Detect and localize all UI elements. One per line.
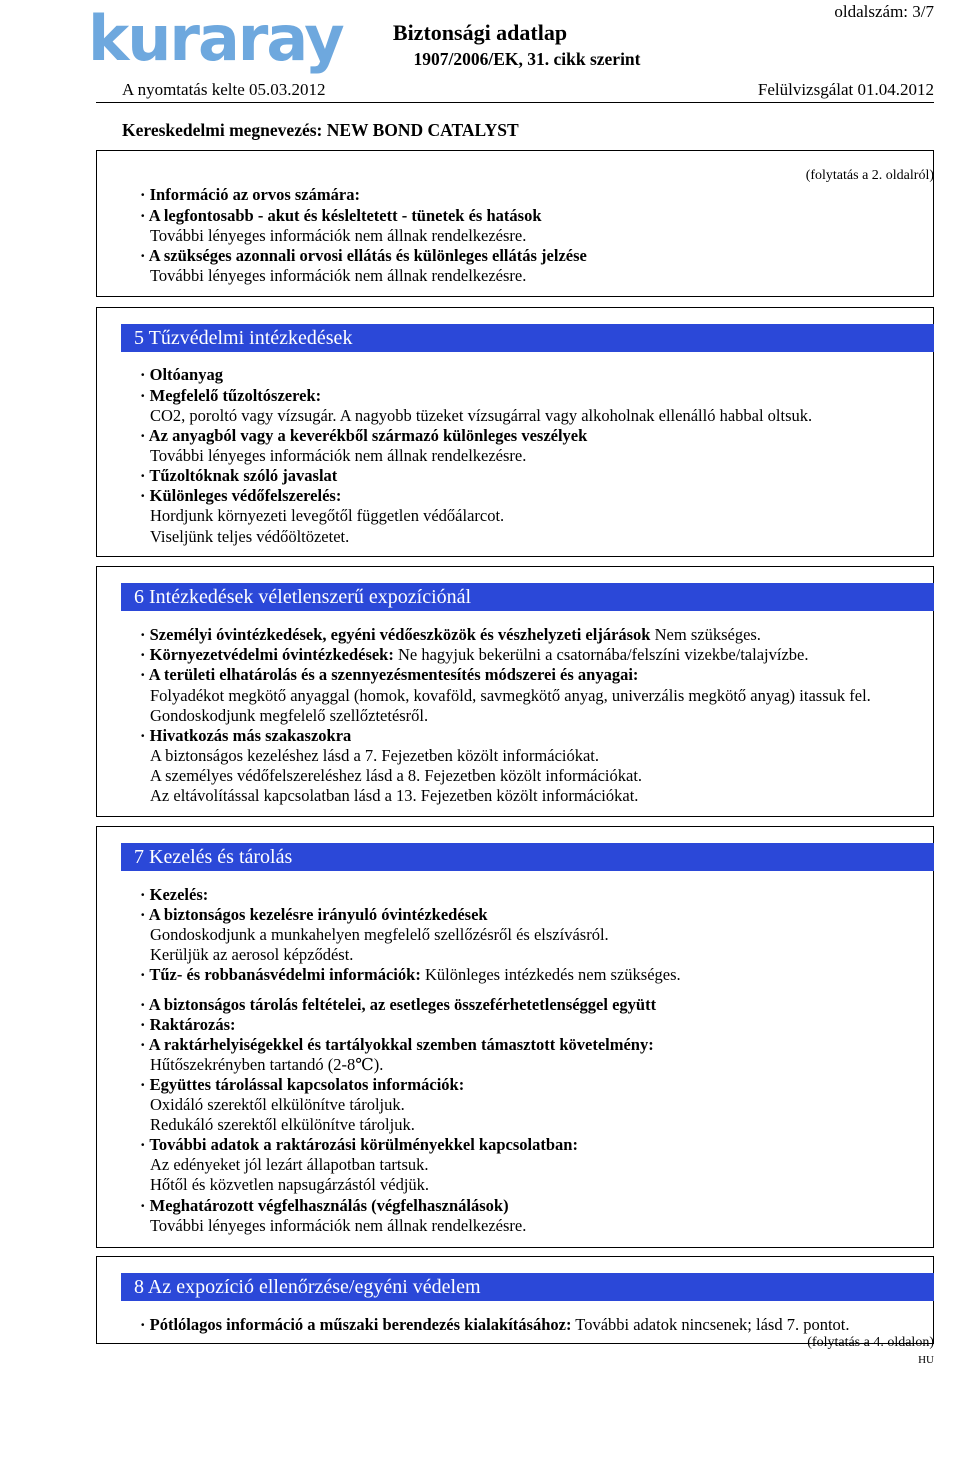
containment-heading: · A területi elhatárolás és a szennyezésmentesítés módszerei és anyagai: [140, 665, 639, 684]
joint-storage-heading: · Együttes tárolással kapcsolatos információk: [140, 1075, 465, 1094]
fire-explosion-info [140, 965, 681, 985]
language-code: HU [918, 1354, 934, 1366]
storage-conditions-heading: · További adatok a raktározási körülményekkel kapcsolatban: [140, 1135, 578, 1154]
page-number: oldalszám: 3/7 [834, 2, 934, 21]
extinguishing-media: · Oltóanyag [140, 365, 223, 384]
print-date: A nyomtatás kelte 05.03.2012 [122, 80, 326, 99]
handling-heading: · Kezelés: [140, 885, 209, 904]
revision-date: Felülvizsgálat 01.04.2012 [757, 80, 934, 99]
joint-storage-text-2: Redukáló szerektől elkülönítve tároljuk. [150, 1115, 415, 1134]
medical-attention-heading: · A szükséges azonnali orvosi ellátás és különleges ellátás jelzése [140, 246, 587, 265]
section-8-title: 8 Az expozíció ellenőrzése/egyéni védelem [121, 1273, 934, 1301]
section-7-title: 7 Kezelés és tárolás [121, 843, 934, 871]
safe-storage-heading: · A biztonságos tárolás feltételei, az esetleges összeférhetetlenséggel együtt [140, 995, 657, 1014]
section-6-title: 6 Intézkedések véletlenszerű expozíciónál [121, 583, 934, 611]
storage-conditions-text-1: Az edényeket jól lezárt állapotban tartsuk. [150, 1155, 429, 1174]
references-heading: · Hivatkozás más szakaszokra [140, 726, 352, 745]
regulation-subtitle: 1907/2006/EK, 31. cikk szerint [413, 49, 641, 69]
firefighter-advice: · Tűzoltóknak szóló javaslat [140, 466, 338, 485]
kuraray-logo: kuraray [88, 2, 343, 75]
protective-equipment-text-1: Hordjunk környezeti levegőtől független védőálarcot. [150, 506, 505, 525]
engineering-info-value: További adatok nincsenek; lásd 7. pontot. [571, 1315, 850, 1334]
extinguishers-text: CO2, poroltó vagy vízsugár. A nagyobb tüzeket vízsugárral vagy alkoholnak ellenálló habbal oltsuk. [150, 406, 813, 425]
environmental-precautions-value: Ne hagyjuk bekerülni a csatornába/felszíni vizekbe/talajvízbe. [393, 645, 809, 664]
storage-conditions-text-2: Hőtől és közvetlen napsugárzástól védjük. [150, 1175, 430, 1194]
personal-precautions [140, 625, 761, 645]
fire-explosion-value: Különleges intézkedés nem szükséges. [420, 965, 681, 984]
safe-handling-text-1: Gondoskodjunk a munkahelyen megfelelő szellőzésről és elszívásról. [150, 925, 609, 944]
continued-from: (folytatás a 2. oldalról) [805, 168, 934, 183]
medical-attention-text: További lényeges információk nem állnak rendelkezésre. [150, 266, 527, 285]
protective-equipment-text-2: Viseljünk teljes védőöltözetet. [150, 527, 350, 546]
engineering-info-label: · Pótlólagos információ a műszaki berendezés kialakításához: [140, 1315, 572, 1334]
environmental-precautions [140, 645, 808, 665]
special-hazards-text: További lényeges információk nem állnak rendelkezésre. [150, 446, 527, 465]
engineering-info [140, 1315, 850, 1335]
reference-section-13: Az eltávolítással kapcsolatban lásd a 13. Fejezetben közölt információkat. [150, 786, 639, 805]
personal-precautions-value: Nem szükséges. [650, 625, 761, 644]
document-title: Biztonsági adatlap [392, 20, 568, 45]
containment-text-1: Folyadékot megkötő anyaggal (homok, kovaföld, savmegkötő anyag, univerzális megkötő anyag) itassuk fel. [150, 686, 871, 705]
environmental-precautions-label: · Környezetvédelmi óvintézkedések: [140, 645, 394, 664]
special-hazards-heading: · Az anyagból vagy a keverékből származó különleges veszélyek [140, 426, 588, 445]
protective-equipment-heading: · Különleges védőfelszerelés: [140, 486, 342, 505]
end-use-text: További lényeges információk nem állnak rendelkezésre. [150, 1216, 527, 1235]
storeroom-requirements-heading: · A raktárhelyiségekkel és tartályokkal szemben támasztott követelmény: [140, 1035, 654, 1054]
trade-name: Kereskedelmi megnevezés: NEW BOND CATALYST [122, 120, 519, 140]
section-5-title: 5 Tűzvédelmi intézkedések [121, 324, 934, 352]
safe-handling-heading: · A biztonságos kezelésre irányuló óvintézkedések [140, 905, 488, 924]
storeroom-requirements-text: Hűtőszekrényben tartandó (2-8℃). [150, 1055, 384, 1074]
personal-precautions-label: · Személyi óvintézkedések, egyéni védőeszközök és vészhelyzeti eljárások [140, 625, 651, 644]
info-for-doctor: · Információ az orvos számára: [140, 185, 360, 204]
safe-handling-text-2: Kerüljük az aerosol képződést. [150, 945, 354, 964]
header-divider [96, 102, 934, 103]
joint-storage-text-1: Oxidáló szerektől elkülönítve tároljuk. [150, 1095, 405, 1114]
end-use-heading: · Meghatározott végfelhasználás (végfelhasználások) [140, 1196, 509, 1215]
symptoms-text: További lényeges információk nem állnak rendelkezésre. [150, 226, 527, 245]
continued-on: (folytatás a 4. oldalon) [807, 1335, 934, 1350]
reference-section-7: A biztonságos kezeléshez lásd a 7. Fejezetben közölt információkat. [150, 746, 600, 765]
reference-section-8: A személyes védőfelszereléshez lásd a 8. Fejezetben közölt információkat. [150, 766, 643, 785]
fire-explosion-label: · Tűz- és robbanásvédelmi információk: [140, 965, 421, 984]
containment-text-2: Gondoskodjunk megfelelő szellőztetésről. [150, 706, 429, 725]
symptoms-heading: · A legfontosabb - akut és késleltetett - tünetek és hatások [140, 206, 542, 225]
storage-heading: · Raktározás: [140, 1015, 236, 1034]
suitable-extinguishers: · Megfelelő tűzoltószerek: [140, 386, 322, 405]
